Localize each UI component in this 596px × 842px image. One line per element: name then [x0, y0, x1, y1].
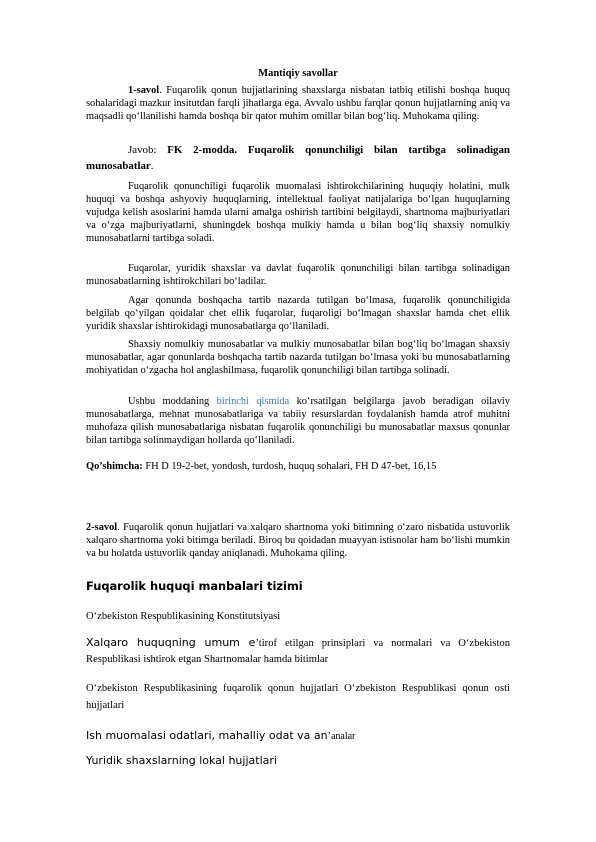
- supplement-label: Qo’shimcha:: [86, 461, 143, 472]
- question-2-text: . Fuqarolik qonun hujjatlari va xalqaro shartnoma yoki bitimning o‘zaro nisbatida ustuvorlik xalqaro shartnoma yoki bitimga beriladi. Biroq bu qoidadan muayyan istisnolar ham bo‘lishi mumkin va bu holatda ustuvorlik qanday aniqlanadi. Muhokama qiling.: [86, 522, 510, 560]
- supplement-line: [86, 460, 510, 473]
- article-part-link[interactable]: birinchi qismida: [216, 396, 290, 407]
- question-1: [86, 84, 510, 123]
- question-1-text: . Fuqarolik qonun hujjatlarining shaxslarga nisbatan tatbiq etilishi boshqa huquq sohalaridagi mazkur insitutdan farqli jihatlarga ega. Avvalo ushbu farqlar qonun hujjatlarning aniq va maqsadli qo‘llanilishi hamda boshqa bir qator muhim omillar bilan bog‘liq. Muhokama qiling.: [86, 85, 510, 123]
- source-item-4: Ish muomalasi odatlari, mahalliy odat va an’analar: [86, 729, 356, 742]
- answer-reference: FK 2-modda. Fuqarolik qonunchiligi bilan tartibga solinadigan munosabatlar: [86, 144, 510, 172]
- source-item-5: Yuridik shaxslarning lokal hujjatlari: [86, 754, 277, 767]
- supplement-text: FH D 19-2-bet, yondosh, turdosh, huquq sohalari, FH D 47-bet, 16,15: [142, 461, 437, 472]
- question-1-label: 1-savol: [128, 85, 160, 96]
- source-item-2: Xalqaro huquqning umum e’tirof etilgan prinsiplari va normalari va O‘zbekiston Respublikasi ishtirok etgan Shartnomalar hamda bitimlar: [86, 636, 511, 665]
- paragraph-4: Shaxsiy nomulkiy munosabatlar va mulkiy munosabatlar bilan bog‘liq bo‘lmagan shaxsiy munosabatlar, agar qonunlarda boshqacha tartib nazarda tutilgan bo‘lmasa yoki bu munosabatlarning mohiyatidan o‘zgacha hol anglashilmasa, fuqarolik qonunchiligi bilan tartibga solinadi.: [86, 339, 510, 377]
- source-item-3: O‘zbekiston Respublikasining fuqarolik qonun hujjatlari O‘zbekiston Respublikasi qonun osti hujjatlari: [86, 683, 510, 711]
- paragraph-2: Fuqarolar, yuridik shaxslar va davlat fuqarolik qonunchiligi bilan tartibga solinadigan munosabatlarning ishtirokchilari bo‘ladilar.: [86, 263, 510, 288]
- paragraph-5: Ushbu moddaning birinchi qismida ko‘rsatilgan belgilarga javob beradigan oilaviy munosabatlarga, mehnat munosabatlariga va tabiiy resurslardan foydalanish hamda atrof muhitni muhofaza qilish munosabatlariga nisbatan fuqarolik qonunchiligi bu munosabatlar maxsus qonunlar bilan tartibga solinmaydigan hollarda qo‘llaniladi.: [86, 396, 510, 447]
- source-item-1: O‘zbekiston Respublikasining Konstitutsiyasi: [86, 611, 281, 622]
- question-2: [86, 521, 510, 560]
- page-title: Mantiqiy savollar: [258, 68, 338, 79]
- paragraph-1: Fuqarolik qonunchiligi fuqarolik muomalasi ishtirokchilarining huquqiy holatini, mulk huquqi va boshqa ashyoviy huquqlarning, intellektual faoliyat natijalariga bo‘lgan huquqlarning vujudga kelish asoslarini hamda ularni amalga oshirish tartibini belgilaydi, shartnoma majburiyatlari va o‘zga majburiyatlarni, shuningdek boshqa mulkiy hamda u bilan bog‘liq shaxsiy nomulkiy munosabatlarni tartibga soladi.: [86, 181, 510, 245]
- question-2-label: 2-savol: [86, 522, 118, 533]
- paragraph-3: Agar qonunda boshqacha tartib nazarda tutilgan bo‘lmasa, fuqarolik qonunchiligida belgilab qo‘yilgan qoidalar chet ellik fuqarolar, fuqaroligi bo‘lmagan shaxslar hamda chet ellik yuridik shaxslar ishtirokidagi munosabatlarga qo‘llaniladi.: [86, 295, 510, 333]
- answer-label: Javob:: [128, 144, 168, 156]
- section-heading: Fuqarolik huquqi manbalari tizimi: [86, 579, 303, 593]
- answer-line: Javob: FK 2-modda. Fuqarolik qonunchiligi bilan tartibga solinadigan munosabatlar.: [86, 144, 510, 172]
